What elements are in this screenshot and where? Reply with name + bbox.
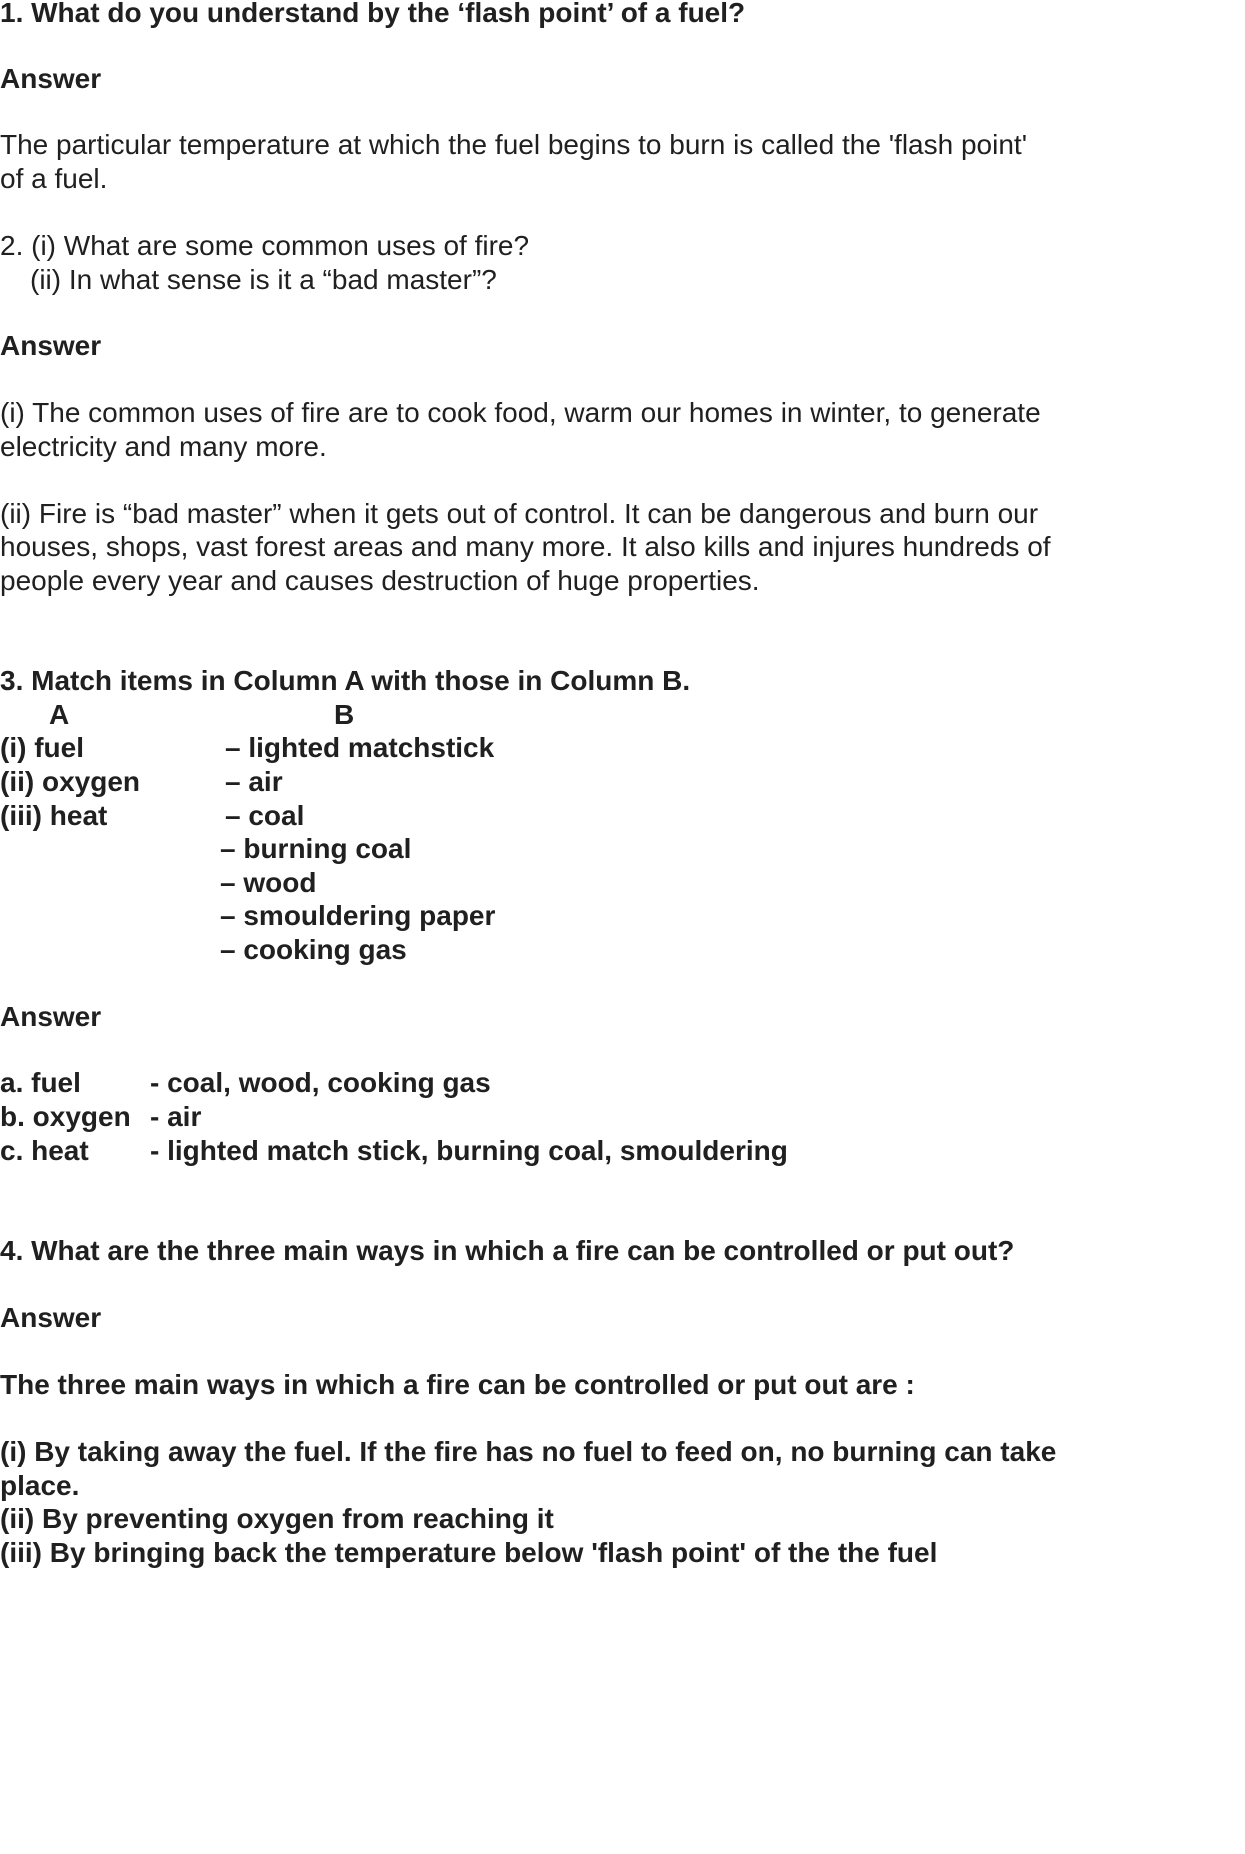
q3-column-b-item: – smouldering paper bbox=[220, 900, 496, 931]
q3-column-a-header: A bbox=[49, 699, 70, 730]
q4-way-line: (iii) By bringing back the temperature below 'flash point' of the the fuel bbox=[0, 1537, 938, 1568]
q4-way-line: place. bbox=[0, 1470, 80, 1501]
q3-answer-label: c. heat bbox=[0, 1135, 89, 1166]
q2-answer-ii-line-2: houses, shops, vast forest areas and many more. It also kills and injures hundreds of bbox=[0, 531, 1051, 562]
q2-question-line-2: (ii) In what sense is it a “bad master”? bbox=[30, 264, 497, 295]
q2-answer-heading: Answer bbox=[0, 330, 102, 361]
q3-column-b-item: – wood bbox=[220, 867, 317, 898]
q3-answer-label: b. oxygen bbox=[0, 1101, 131, 1132]
q1-question: 1. What do you understand by the ‘flash point’ of a fuel? bbox=[0, 0, 746, 28]
q2-answer-ii-line-1: (ii) Fire is “bad master” when it gets out of control. It can be dangerous and burn our bbox=[0, 498, 1039, 529]
q3-column-b-header: B bbox=[334, 699, 355, 730]
q3-question: 3. Match items in Column A with those in Column B. bbox=[0, 665, 691, 696]
q3-answer-heading: Answer bbox=[0, 1001, 102, 1032]
q1-answer-line-2: of a fuel. bbox=[0, 163, 108, 194]
q3-answer-value: - coal, wood, cooking gas bbox=[150, 1067, 491, 1098]
q4-question: 4. What are the three main ways in which a fire can be controlled or put out? bbox=[0, 1235, 1015, 1266]
q3-column-b-item: – coal bbox=[225, 800, 305, 831]
q1-answer-heading: Answer bbox=[0, 63, 102, 94]
q3-column-b-item: – lighted matchstick bbox=[225, 732, 495, 763]
q4-answer-heading: Answer bbox=[0, 1302, 102, 1333]
q3-answer-value: - air bbox=[150, 1101, 202, 1132]
q3-column-a-item: (iii) heat bbox=[0, 800, 108, 831]
q3-column-b-item: – air bbox=[225, 766, 283, 797]
q2-answer-i-line-1: (i) The common uses of fire are to cook food, warm our homes in winter, to generate bbox=[0, 397, 1041, 428]
q3-column-a-item: (i) fuel bbox=[0, 732, 84, 763]
q2-answer-ii-line-3: people every year and causes destruction of huge properties. bbox=[0, 565, 760, 596]
q3-answer-value: - lighted match stick, burning coal, smouldering bbox=[150, 1135, 788, 1166]
q4-way-line: (i) By taking away the fuel. If the fire has no fuel to feed on, no burning can take bbox=[0, 1436, 1057, 1467]
q3-column-b-item: – burning coal bbox=[220, 833, 412, 864]
q4-answer-intro: The three main ways in which a fire can be controlled or put out are : bbox=[0, 1369, 915, 1400]
q4-way-line: (ii) By preventing oxygen from reaching it bbox=[0, 1503, 554, 1534]
q3-column-a-item: (ii) oxygen bbox=[0, 766, 141, 797]
q2-question-line-1: 2. (i) What are some common uses of fire? bbox=[0, 230, 530, 261]
q3-column-b-item: – cooking gas bbox=[220, 934, 407, 965]
q3-answer-label: a. fuel bbox=[0, 1067, 81, 1098]
q2-answer-i-line-2: electricity and many more. bbox=[0, 431, 327, 462]
q1-answer-line-1: The particular temperature at which the fuel begins to burn is called the 'flash point' bbox=[0, 129, 1028, 160]
